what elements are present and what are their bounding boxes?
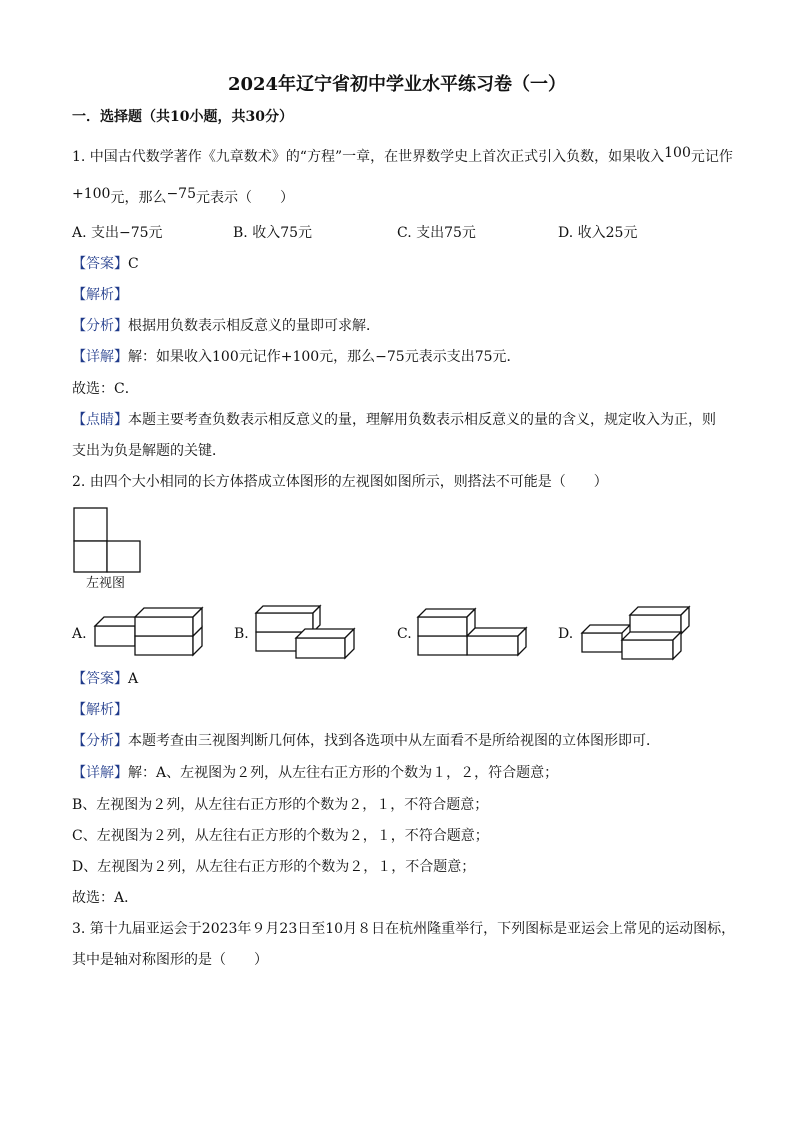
left-view-square-top <box>74 508 107 541</box>
xiangjie-tag: 【详解】 <box>72 349 128 365</box>
box-right-top <box>630 607 689 634</box>
q1-line2-b: 元，那么 <box>110 190 167 206</box>
box-right-bottom <box>622 632 681 659</box>
left-view-square-bottom-left <box>74 541 107 572</box>
q2-option-a-figure <box>94 605 206 657</box>
q3-stem-line1: 3. 第十九届亚运会于2023年９月23日至10月８日在杭州隆重举行，下列图标是亚运会上常见的运动图标， <box>72 921 736 937</box>
q2-option-b-figure <box>255 605 359 661</box>
q1-book: 《九章数术》 <box>201 149 286 165</box>
xiangjie-tag: 【详解】 <box>72 765 128 781</box>
q2-option-d-figure <box>581 604 693 662</box>
q2-stem: 2. 由四个大小相同的长方体搭成立体图形的左视图如图所示，则搭法不可能是（ ） <box>72 474 608 490</box>
q2-xiangjie <box>72 763 558 783</box>
q1-choose: 故选：C． <box>72 381 139 397</box>
q2-analysis-tag: 【解析】 <box>72 702 128 718</box>
q1-xiangjie-text: 解：如果收入100元记作+100元，那么−75元表示支出75元． <box>128 349 521 365</box>
fenxi-tag: 【分析】 <box>72 318 128 334</box>
q1-plus100: +100 <box>72 186 111 202</box>
dianjing-tag: 【点睛】 <box>72 412 128 428</box>
q1-stem-a: 1. 中国古代数学著作 <box>72 149 202 165</box>
page-title: 2024年辽宁省初中学业水平练习卷（一） <box>227 74 567 95</box>
q2-choose: 故选：A． <box>72 890 139 906</box>
q2-line-c: C、左视图为２列，从左往右正方形的个数为２，１，不符合题意； <box>72 828 489 844</box>
q1-stem-c: 元记作 <box>690 149 733 165</box>
q1-fenxi <box>72 316 380 336</box>
section-heading: 一．选择题（共10小题，共30分） <box>72 109 293 125</box>
q1-line2-c: 元表示（ ） <box>196 190 294 206</box>
q2-line-b: B、左视图为２列，从左往右正方形的个数为２，１，不符合题意； <box>72 797 489 813</box>
q1-dianjing-text1: 本题主要考查负数表示相反意义的量，理解用负数表示相反意义的量的含义，规定收入为正，则 <box>128 412 716 428</box>
left-view-caption: 左视图 <box>86 576 126 591</box>
q2-answer-value: A <box>128 671 139 687</box>
box-left-top <box>418 609 475 636</box>
box-right <box>296 629 354 658</box>
q1-dianjing-line2: 支出为负是解题的关键． <box>72 443 226 459</box>
box-left-top <box>256 606 320 632</box>
q2-fenxi-text: 本题考查由三视图判断几何体，找到各选项中从左面看不是所给视图的立体图形即可． <box>128 733 660 749</box>
q1-fenxi-text: 根据用负数表示相反意义的量即可求解． <box>128 318 380 334</box>
q1-answer-value: C <box>128 256 139 272</box>
fenxi-tag: 【分析】 <box>72 733 128 749</box>
q1-xiangjie <box>72 347 521 367</box>
q1-number-100: 100 <box>664 145 691 161</box>
q2-option-c-figure <box>417 606 529 658</box>
q1-stem-line2 <box>72 188 294 208</box>
q1-analysis-tag: 【解析】 <box>72 287 128 303</box>
q2-option-c-label: C. <box>397 626 412 642</box>
q1-minus75: −75 <box>166 186 196 202</box>
q2-option-d-label: D. <box>558 626 574 642</box>
q2-answer <box>72 669 138 689</box>
q1-option-b: B. 收入75元 <box>233 225 313 241</box>
q1-dianjing <box>72 410 716 430</box>
answer-tag: 【答案】 <box>72 671 128 687</box>
q1-answer <box>72 254 139 274</box>
box-right-top <box>135 608 202 636</box>
q3-stem-line2: 其中是轴对称图形的是（ ） <box>72 952 268 968</box>
q1-stem-b: 的“方程”一章，在世界数学史上首次正式引入负数，如果收入 <box>285 149 665 165</box>
answer-tag: 【答案】 <box>72 256 128 272</box>
q2-xiangjie-text: 解：A、左视图为２列，从左往右正方形的个数为１，２，符合题意； <box>128 765 559 781</box>
q2-fenxi <box>72 731 660 751</box>
q2-option-b-label: B. <box>234 626 249 642</box>
q1-option-a: A. 支出−75元 <box>72 225 163 241</box>
box-right <box>467 628 526 655</box>
q1-stem-line1 <box>72 147 733 167</box>
box-left-bottom <box>418 636 467 655</box>
left-view-figure <box>72 506 144 576</box>
left-view-square-bottom-right <box>107 541 140 572</box>
q2-line-d: D、左视图为２列，从左往右正方形的个数为２，１，不合题意； <box>72 859 476 875</box>
q1-option-d: D. 收入25元 <box>558 225 638 241</box>
q1-option-c: C. 支出75元 <box>397 225 476 241</box>
q2-option-a-label: A. <box>72 626 87 642</box>
